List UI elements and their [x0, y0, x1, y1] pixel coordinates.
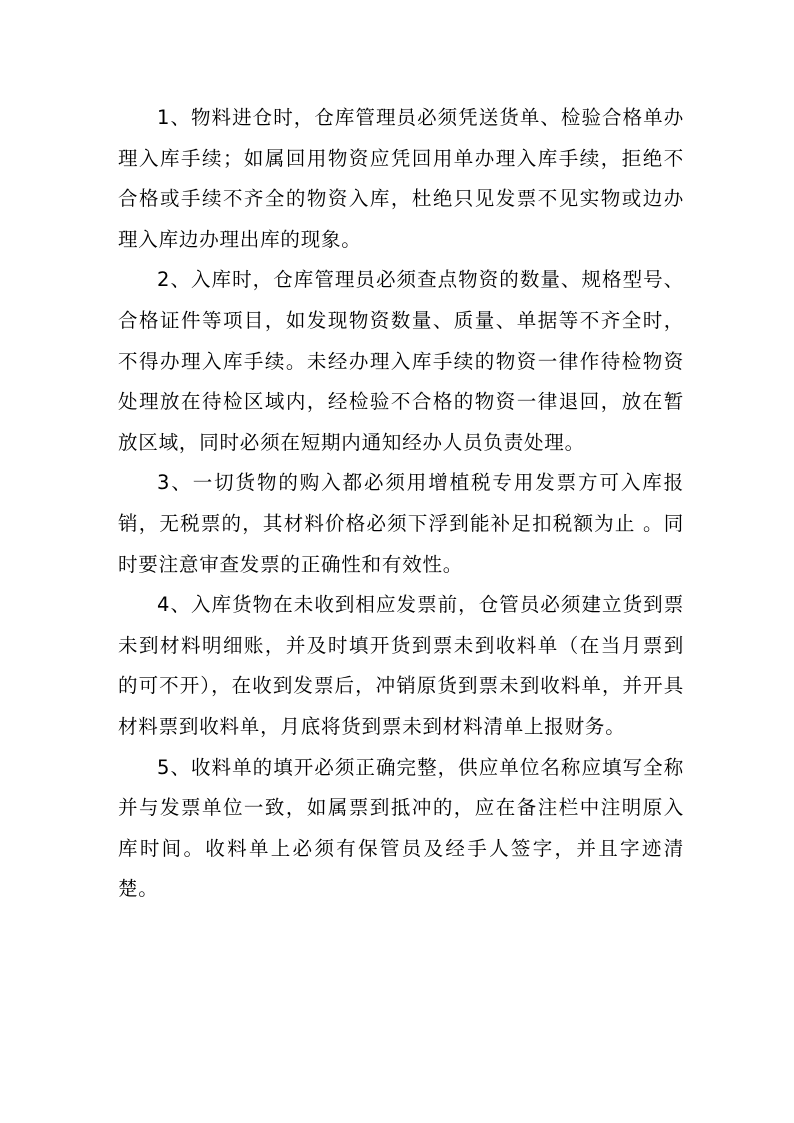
paragraph-1: 1、物料进仓时，仓库管理员必须凭送货单、检验合格单办理入库手续；如属回用物资应凭回用单办理入库手续，拒绝不合格或手续不齐全的物资入库，杜绝只见发票不见实物或边办理入库边办理出库的现象。 [118, 106, 684, 251]
paragraph-3: 3、一切货物的购入都必须用增植税专用发票方可入库报销，无税票的，其材料价格必须下浮到能补足扣税额为止 。同时要注意审查发票的正确性和有效性。 [118, 471, 684, 576]
paragraph-2: 2、入库时，仓库管理员必须查点物资的数量、规格型号、合格证件等项目，如发现物资数量、质量、单据等不齐全时，不得办理入库手续。未经办理入库手续的物资一律作待检物资处理放在待检区域内，经检验不合格的物资一律退回，放在暂放区域，同时必须在短期内通知经办人员负责处理。 [118, 268, 684, 454]
document-body [118, 98, 684, 910]
paragraph-4: 4、入库货物在未收到相应发票前，仓管员必须建立货到票未到材料明细账，并及时填开货到票未到收料单（在当月票到的可不开），在收到发票后，冲销原货到票未到收料单，并开具材料票到收料单，月底将货到票未到材料清单上报财务。 [118, 593, 684, 738]
paragraph-5: 5、收料单的填开必须正确完整，供应单位名称应填写全称并与发票单位一致，如属票到抵冲的，应在备注栏中注明原入库时间。收料单上必须有保管员及经手人签字，并且字迹清楚。 [118, 755, 684, 901]
